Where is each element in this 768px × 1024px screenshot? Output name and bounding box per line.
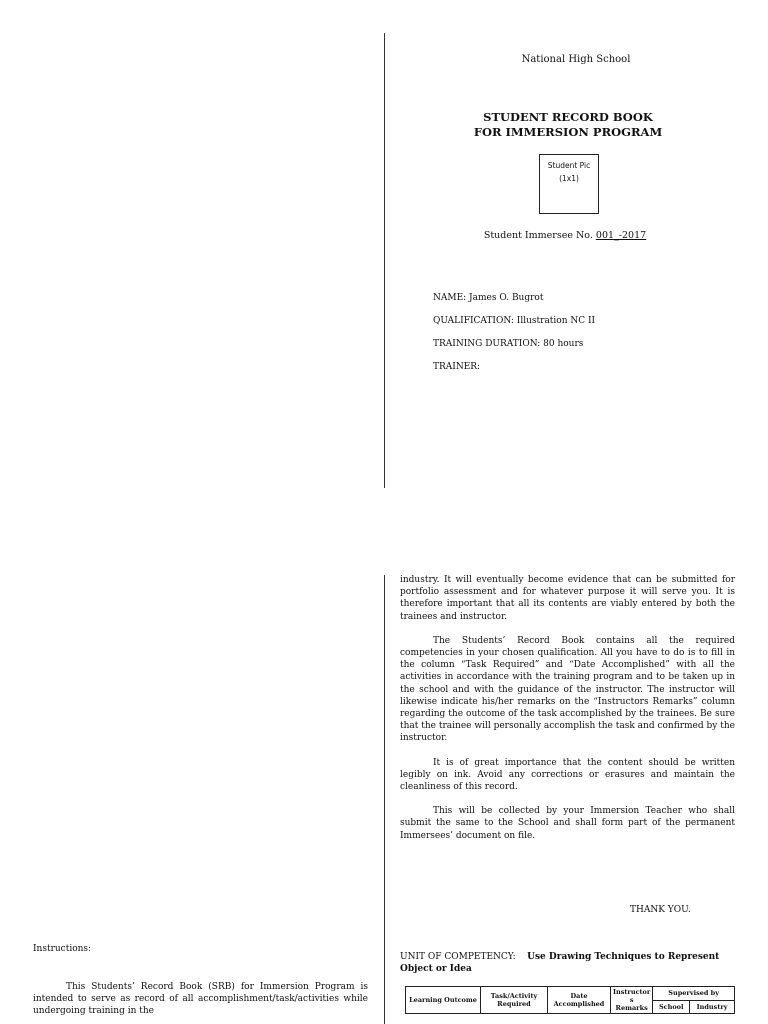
table-header-row (406, 987, 735, 1001)
instructions-heading: Instructions: (33, 944, 92, 954)
header-instructor-remarks: Instructor s Remarks (611, 987, 653, 1014)
paragraph-3: It is of great importance that the content should be written legibly on ink. Avoid any corrections or erasures and maintain the cleanliness of this record. (400, 757, 735, 793)
photo-label: Student Pic (547, 161, 591, 170)
header-task-required: Task/Activity Required (481, 987, 548, 1014)
title-line-2: FOR IMMERSION PROGRAM (473, 125, 663, 139)
page-divider-line (384, 575, 385, 1024)
trainer: TRAINER: (433, 362, 481, 372)
subheader-school: School (653, 1000, 690, 1014)
intro-paragraph: This Students’ Record Book (SRB) for Immersion Program is intended to serve as record of all accomplishment/task/activities while undergoing training in the (33, 982, 368, 1017)
student-name: NAME: James O. Bugrot (433, 293, 544, 303)
school-name: National High School (521, 54, 631, 65)
header-supervised-by: Supervised by (653, 987, 735, 1001)
record-book-title (384, 110, 752, 140)
training-duration: TRAINING DURATION: 80 hours (433, 339, 584, 349)
competency-value: Use Drawing Techniques to Represent Object or Idea (400, 952, 720, 974)
thank-you: THANK YOU. (630, 905, 691, 915)
paragraph-1: industry. It will eventually become evidence that can be submitted for portfolio assessment and for whatever purpose it will serve you. It is therefore important that all its contents are viably entered by both the trainees and instructor. (400, 575, 735, 622)
title-line-1: STUDENT RECORD BOOK (483, 110, 653, 124)
immersee-number: 001_-2017 (595, 230, 647, 241)
header-learning-outcome: Learning Outcome (406, 987, 481, 1014)
instructions-intro (33, 981, 368, 1018)
paragraph-2: The Students’ Record Book contains all the required competencies in your chosen qualification. All you have to do is to fill in the column “Task Required” and “Date Accomplished” with all the activities in accordance with the training program and to be taken up in the school and with the guidance of the instructor. The instructor will likewise indicate his/her remarks on the “Instructors Remarks” column regarding the outcome of the task accomplished by the trainees. Be sure that the trainee will personally accomplish the task and confirmed by the instructor. (400, 635, 735, 744)
immersee-label: Student Immersee No. (483, 230, 593, 241)
cover-divider-line (384, 33, 385, 488)
unit-of-competency (400, 951, 735, 975)
qualification: QUALIFICATION: Illustration NC II (433, 316, 596, 326)
instructions-body (400, 574, 735, 854)
photo-size: (1x1) (559, 174, 579, 183)
competency-label: UNIT OF COMPETENCY: (400, 952, 516, 962)
competency-table (405, 986, 735, 1014)
immersee-number-line (384, 230, 746, 241)
student-photo-box (539, 154, 599, 214)
subheader-industry: Industry (690, 1000, 735, 1014)
header-date-accomplished: Date Accomplished (548, 987, 611, 1014)
paragraph-4: This will be collected by your Immersion Teacher who shall submit the same to the School and shall form part of the permanent Immersees’ document on file. (400, 806, 735, 841)
